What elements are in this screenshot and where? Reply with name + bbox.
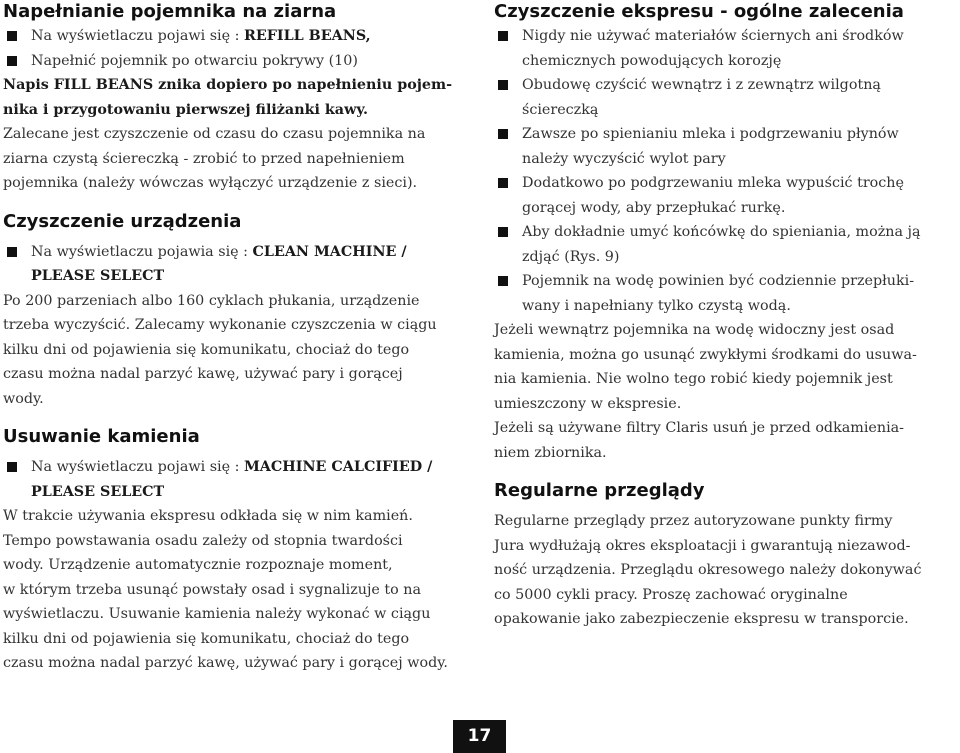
bullet-refill-open-lid: Napełnić pojemnik po otwarciu pokrywy (10) — [3, 49, 467, 74]
bullet-remove-frother: Aby dokładnie umyć końcówkę do spieniania, można ją zdjąć (Rys. 9) — [494, 220, 957, 269]
bullet-refill-display: Na wyświetlaczu pojawi się : REFILL BEANS, — [3, 24, 467, 49]
heading-refill-beans: Napełnianie pojemnika na ziarna — [3, 1, 337, 22]
bullet-clean-steam-outlet: Zawsze po spienianiu mleka i podgrzewaniu płynów należy wyczyścić wylot pary — [494, 122, 957, 171]
right-column — [494, 0, 957, 632]
square-bullet-icon — [7, 56, 17, 66]
display-message: MACHINE CALCIFIED / — [243, 459, 433, 475]
left-column — [3, 0, 467, 676]
display-message: PLEASE SELECT — [31, 268, 165, 284]
cleaning-paragraph: Po 200 parzeniach albo 160 cyklach płukania, urządzenie trzeba wyczyścić. Zalecamy wykonanie czyszczenia w ciągu kilku dni od pojawienia się komunikatu, chociaż do tego czasu można nadal parzyć kawę, używać pary i gorącej wody. — [3, 292, 437, 407]
square-bullet-icon — [498, 227, 508, 237]
heading-general-cleaning: Czyszczenie ekspresu - ogólne zalecenia — [494, 1, 904, 22]
square-bullet-icon — [7, 31, 17, 41]
section-general-cleaning — [494, 0, 957, 465]
square-bullet-icon — [7, 247, 17, 257]
bullet-flush-tube: Dodatkowo po podgrzewaniu mleka wypuścić trochę gorącej wody, aby przepłukać rurkę. — [494, 171, 957, 220]
bullet-descale-display: Na wyświetlaczu pojawi się : MACHINE CALCIFIED / PLEASE SELECT — [3, 455, 467, 504]
square-bullet-icon — [498, 178, 508, 188]
general-paragraph-scale: Jeżeli wewnątrz pojemnika na wodę widoczny jest osad kamienia, można go usunąć zwykłymi środkami do usuwa- nia kamienia. Nie wolno tego robić kiedy pojemnik jest umieszczony w ekspresie. — [494, 322, 917, 412]
square-bullet-icon — [498, 80, 508, 90]
bullet-rinse-water-tank: Pojemnik na wodę powinien być codziennie przepłuki- wany i napełniany tylko czystą wodą. — [494, 269, 957, 318]
heading-inspections: Regularne przeglądy — [494, 480, 705, 501]
heading-cleaning: Czyszczenie urządzenia — [3, 210, 242, 232]
display-message: CLEAN MACHINE / — [252, 243, 407, 260]
refill-paragraph: Zalecane jest czyszczenie od czasu do czasu pojemnika na ziarna czystą ściereczką - zrobić to przed napełnieniem pojemnika (należy wówczas wyłączyć urządzenie z sieci). — [3, 126, 426, 191]
inspections-paragraph: Regularne przeglądy przez autoryzowane punkty firmy Jura wydłużają okres eksploatacji i gwarantują niezawod- ność urządzenia. Przeglądu okresowego należy dokonywać co 5000 cykli pracy. Proszę zachować oryginalne opakowanie jako zabezpieczenie ekspresu w transporcie. — [494, 513, 922, 627]
heading-descaling: Usuwanie kamienia — [3, 426, 200, 447]
display-message: PLEASE SELECT — [31, 483, 165, 500]
bullet-no-abrasives: Nigdy nie używać materiałów ściernych ani środków chemicznych powodujących korozję — [494, 24, 957, 73]
section-refill-beans — [3, 0, 467, 196]
square-bullet-icon — [498, 276, 508, 286]
section-descaling — [3, 425, 467, 676]
section-inspections — [494, 479, 957, 632]
section-cleaning — [3, 210, 467, 412]
display-message: REFILL BEANS, — [243, 28, 371, 44]
square-bullet-icon — [498, 129, 508, 139]
square-bullet-icon — [498, 31, 508, 41]
descaling-paragraph: W trakcie używania ekspresu odkłada się w nim kamień. Tempo powstawania osadu zależy od stopnia twardości wody. Urządzenie automatycznie rozpoznaje moment, w którym trzeba usunąć powstały osad i sygnalizuje to na wyświetlaczu. Usuwanie kamienia należy wykonać w ciągu kilku dni od pojawienia się komunikatu, chociaż do tego czasu można nadal parzyć kawę, używać pary i gorącej wody. — [3, 508, 448, 671]
bullet-clean-display: Na wyświetlaczu pojawia się : CLEAN MACHINE / PLEASE SELECT — [3, 240, 467, 289]
general-paragraph-claris: Jeżeli są używane filtry Claris usuń je przed odkamienia- niem zbiornika. — [494, 420, 904, 461]
bullet-wipe-housing: Obudowę czyścić wewnątrz i z zewnątrz wilgotną ściereczką — [494, 73, 957, 122]
refill-note-bold: Napis FILL BEANS znika dopiero po napełnieniu pojem- nika i przygotowaniu pierwszej filiżanki kawy. — [3, 77, 453, 118]
page-number: 17 — [453, 720, 506, 753]
square-bullet-icon — [7, 462, 17, 472]
